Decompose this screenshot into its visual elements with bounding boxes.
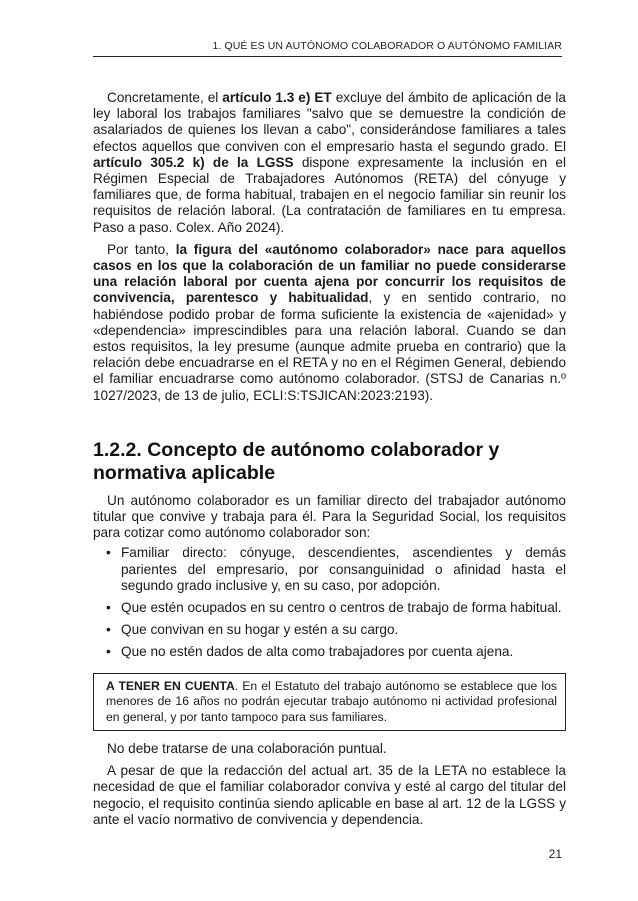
list-item (93, 622, 566, 638)
page-number: 21 (548, 847, 562, 861)
bold-definition: la figura del «autónomo colaborador» nace para aquellos casos en los que la colaboración de un familiar no puede considerarse una relación laboral por cuenta ajena por concurrir los requisitos de convivencia, parentesco y habitualidad (93, 241, 567, 306)
bullet-icon: • (106, 622, 111, 638)
list-item (93, 644, 566, 660)
paragraph-text: , y en sentido contrario, no habiéndose podido probar de forma suficiente la existencia de «ajenidad» y «dependencia» imprescindibles para una relación laboral. Cuando se dan estos requisitos, la ley presume (aunque admite prueba en contrario) que la relación debe encuadrarse en el RETA y no en el Régimen General, debiendo el familiar encuadrarse como autónomo colaborador. (STSJ de Canarias n.º 1027/2023, de 13 de julio, ECLI:S:TSJICAN:2023:2193). (93, 290, 567, 403)
list-item-text: Que convivan en su hogar y estén a su cargo. (121, 622, 399, 638)
paragraph-text: Concretamente, el (107, 90, 223, 105)
section-heading: 1.2.2. Concepto de autónomo colaborador y normativa aplicable (93, 438, 500, 484)
note-text: . En el Estatuto del trabajo autónomo se establece que los menores de 16 años no podrán ejecutar trabajo autónomo ni actividad profesional en general, y por tanto tampoco para sus familiares. (106, 678, 557, 724)
list-item-text: Que estén ocupados en su centro o centros de trabajo de forma habitual. (121, 600, 562, 616)
running-header: 1. QUÉ ES UN AUTÓNOMO COLABORADOR O AUTÓNOMO FAMILIAR (212, 40, 562, 52)
list-item-text: Que no estén dados de alta como trabajadores por cuenta ajena. (121, 644, 514, 660)
paragraph-leta: A pesar de que la redacción del actual art. 35 de la LETA no establece la necesidad de que el familiar colaborador conviva y esté al cargo del titular del negocio, el requisito continúa siendo aplicable en base al art. 12 de la LGSS y ante el vacío normativo de convivencia y dependencia. (93, 763, 566, 827)
requirements-list (93, 545, 566, 660)
paragraph-article-references (93, 90, 566, 236)
paragraph-intro-requirements: Un autónomo colaborador es un familiar directo del trabajador autónomo titular que convive y trabaja para él. Para la Seguridad Social, los requisitos para cotizar como autónomo colaborador son: (93, 492, 566, 541)
paragraph-figure-definition (93, 242, 566, 404)
paragraph-not-occasional: No debe tratarse de una colaboración puntual. (107, 740, 387, 756)
header-rule (93, 56, 562, 57)
bullet-icon: • (106, 644, 111, 660)
list-item (93, 600, 566, 616)
paragraph-text: dispone expresamente la inclusión en el Régimen Especial de Trabajadores Autónomos (RETA) del cónyuge y familiares que, de forma habitual, trabajen en el negocio familiar sin reunir los requisitos de relación laboral. (La contratación de familiares en tu empresa. Paso a paso. Colex. Año 2024). (93, 154, 566, 235)
bullet-icon: • (106, 545, 111, 561)
note-box (93, 673, 566, 731)
bold-reference: artículo 305.2 k) de la LGSS (93, 154, 294, 170)
paragraph-text: excluye del ámbito de aplicación de la ley laboral los trabajos familiares "salvo que se demuestre la condición de asalariados de quienes los llevan a cabo", considerándose familiares a tales efectos aquellos que conviven con el empresario hasta el segundo grado. El (93, 90, 566, 154)
page-body (93, 90, 566, 828)
list-item-text: Familiar directo: cónyuge, descendientes, ascendientes y demás parientes del empresario, por consanguinidad o afinidad hasta el segundo grado inclusive y, en su caso, por adopción. (121, 545, 566, 593)
paragraph-text: Por tanto, (107, 241, 176, 257)
list-item (93, 545, 566, 594)
bullet-icon: • (106, 600, 111, 616)
bold-reference: artículo 1.3 e) ET (222, 90, 332, 105)
note-title: A TENER EN CUENTA (106, 678, 235, 693)
